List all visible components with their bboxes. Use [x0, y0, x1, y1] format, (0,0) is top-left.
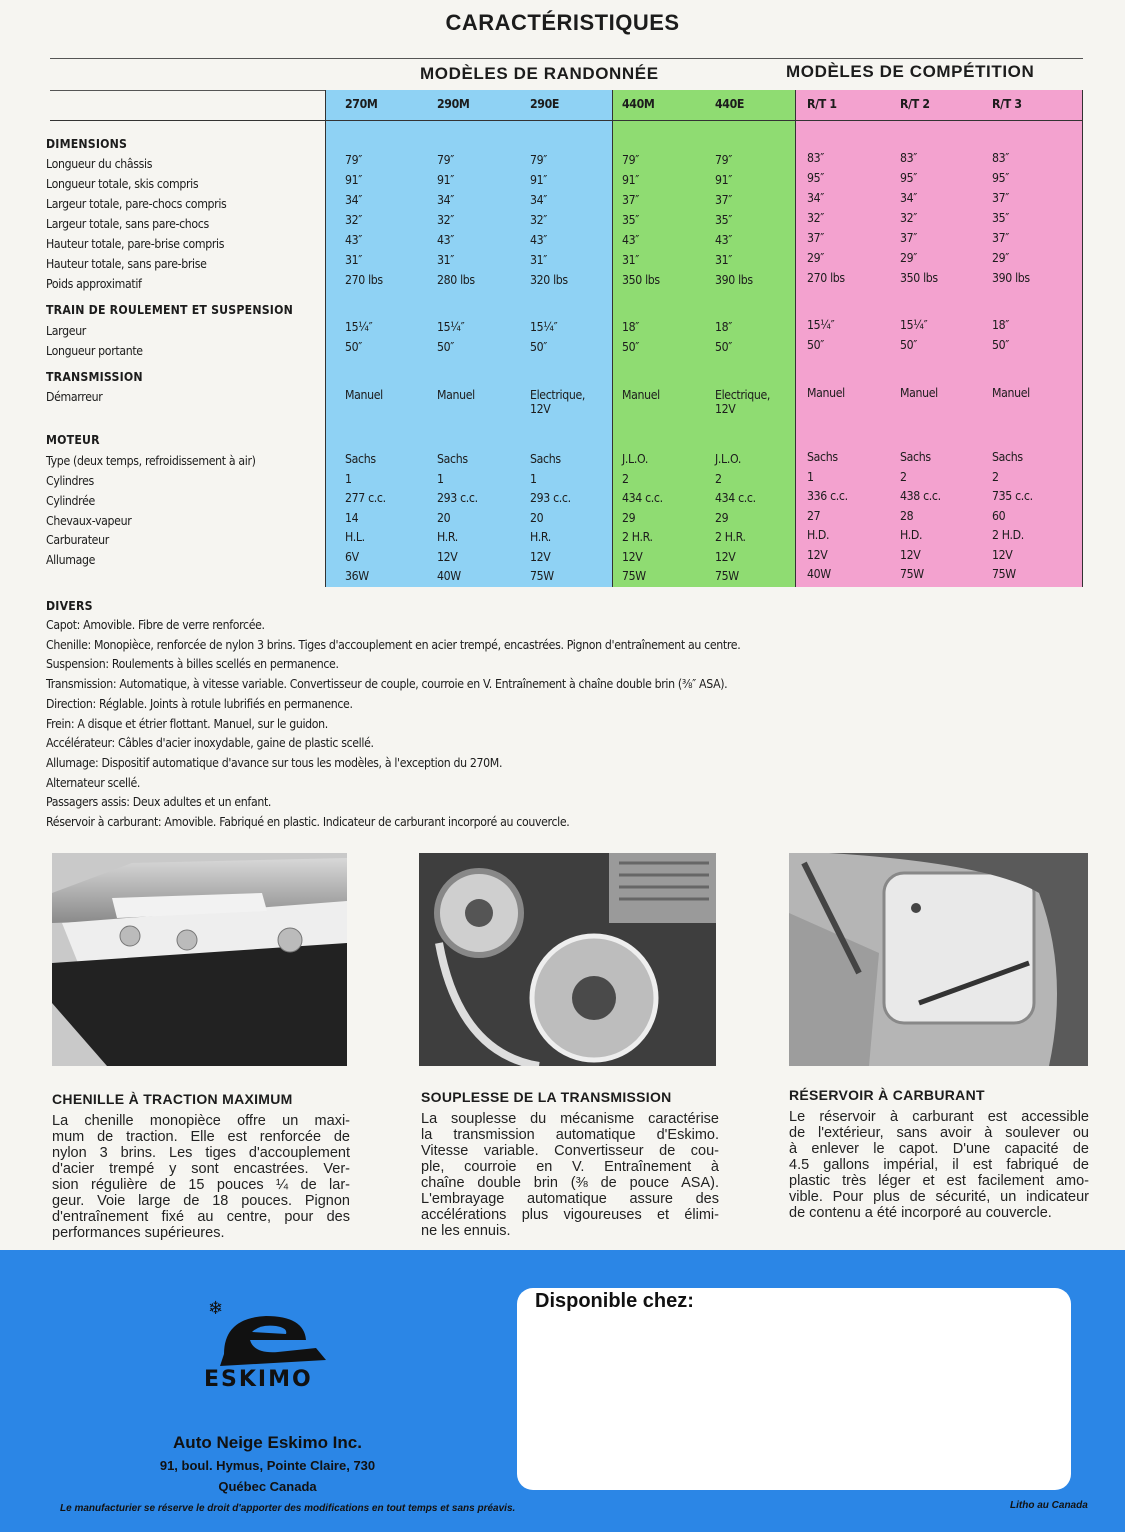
- spec-cell: Manuel: [992, 385, 1030, 400]
- feature-text-line: la transmission automatique d'Eskimo.: [421, 1127, 719, 1143]
- spec-cell: Sachs: [530, 451, 561, 466]
- spec-cell: 320 lbs: [530, 272, 568, 287]
- divers-line: Réservoir à carburant: Amovible. Fabriqué en plastic. Indicateur de carburant incorporé au couvercle.: [46, 814, 570, 829]
- spec-cell: Sachs: [437, 451, 468, 466]
- spec-cell: H.L.: [345, 529, 365, 544]
- row-label: Hauteur totale, pare-brise compris: [46, 236, 225, 251]
- spec-cell: Sachs: [900, 449, 931, 464]
- spec-cell: 83″: [900, 150, 918, 165]
- feature-text-line: chaîne double brin (⅜ de pouce ASA).: [421, 1175, 719, 1191]
- spec-cell: 27: [807, 508, 821, 523]
- feature-text-line: de contenu a été incorporé au couvercle.: [789, 1205, 1052, 1221]
- spec-cell: 91″: [437, 172, 455, 187]
- spec-cell: 75W: [715, 568, 739, 583]
- spec-cell: Electrique,: [715, 387, 771, 402]
- spec-cell: 2: [900, 469, 907, 484]
- spec-cell: 20: [530, 510, 544, 525]
- spec-cell: 75W: [622, 568, 646, 583]
- spec-cell: 40W: [437, 568, 461, 583]
- spec-cell: 50″: [715, 339, 733, 354]
- spec-cell: Manuel: [345, 387, 383, 402]
- spec-cell: 434 c.c.: [622, 490, 663, 505]
- column-divider: [325, 90, 326, 587]
- spec-cell: 15¼″: [807, 317, 835, 332]
- spec-cell: 75W: [530, 568, 554, 583]
- row-label: Longueur du châssis: [46, 156, 153, 171]
- spec-cell: 37″: [807, 230, 825, 245]
- spec-cell: J.L.O.: [715, 451, 741, 466]
- spec-cell: 12V: [900, 547, 921, 562]
- spec-cell: 336 c.c.: [807, 488, 848, 503]
- spec-cell: 32″: [345, 212, 363, 227]
- spec-cell: 12V: [622, 549, 643, 564]
- spec-cell: H.D.: [807, 527, 830, 542]
- spec-cell: 31″: [715, 252, 733, 267]
- spec-cell: 79″: [437, 152, 455, 167]
- group-competition-heading: MODÈLES DE COMPÉTITION: [786, 62, 1035, 81]
- spec-cell: 43″: [622, 232, 640, 247]
- row-label: Chevaux-vapeur: [46, 513, 132, 528]
- spec-cell: 2: [622, 471, 629, 486]
- divers-line: Transmission: Automatique, à vitesse variable. Convertisseur de couple, courroie en V. Entraînement à chaîne double brin (⅜″ ASA).: [46, 676, 728, 692]
- spec-cell: 79″: [622, 152, 640, 167]
- spec-cell: 735 c.c.: [992, 488, 1033, 503]
- spec-cell: 50″: [437, 339, 455, 354]
- column-divider: [612, 90, 613, 587]
- model-header: 440M: [622, 96, 655, 111]
- spec-cell: 438 c.c.: [900, 488, 941, 503]
- spec-cell: 31″: [622, 252, 640, 267]
- touring-panel-blue: [325, 90, 612, 587]
- spec-cell: 34″: [530, 192, 548, 207]
- spec-cell: 50″: [807, 337, 825, 352]
- spec-cell: 37″: [900, 230, 918, 245]
- spec-cell: H.R.: [437, 529, 458, 544]
- row-label: Type (deux temps, refroidissement à air): [46, 453, 256, 468]
- spec-cell: 270 lbs: [345, 272, 383, 287]
- feature-text-line: L'embrayage automatique assure des: [421, 1191, 719, 1207]
- spec-cell: 15¼″: [900, 317, 928, 332]
- spec-cell: J.L.O.: [622, 451, 648, 466]
- spec-cell: 12V: [437, 549, 458, 564]
- spec-cell: 36W: [345, 568, 369, 583]
- spec-cell: 79″: [530, 152, 548, 167]
- row-label: Hauteur totale, sans pare-brise: [46, 256, 207, 271]
- spec-cell: 37″: [992, 230, 1010, 245]
- track-photo: [52, 853, 347, 1066]
- spec-cell: 293 c.c.: [530, 490, 571, 505]
- spec-cell: 29″: [807, 250, 825, 265]
- spec-cell: 32″: [807, 210, 825, 225]
- spec-cell: 12V: [807, 547, 828, 562]
- spec-cell: H.R.: [530, 529, 551, 544]
- spec-cell: 79″: [345, 152, 363, 167]
- spec-cell: 43″: [715, 232, 733, 247]
- spec-cell: 18″: [715, 319, 733, 334]
- spec-cell: 50″: [900, 337, 918, 352]
- feature-text-line: de l'extérieur, sans avoir à soulever ou: [789, 1125, 1089, 1141]
- spec-cell: 35″: [715, 212, 733, 227]
- spec-cell: Electrique,: [530, 387, 586, 402]
- feature-text-line: sion régulière de 15 pouces ¼ de lar-: [52, 1177, 350, 1193]
- divers-line: Accélérateur: Câbles d'acier inoxydable, gaine de plastic scellé.: [46, 735, 374, 751]
- feature-text-line: 4.5 gallons impérial, il est fabriqué de: [789, 1157, 1089, 1173]
- divers-line: Direction: Réglable. Joints à rotule lubrifiés en permanence.: [46, 695, 353, 711]
- spec-cell: Sachs: [345, 451, 376, 466]
- engine-transmission-image: [419, 853, 716, 1066]
- spec-cell: 40W: [807, 566, 831, 581]
- fuel-tank-image: [789, 853, 1088, 1066]
- row-label: Carburateur: [46, 532, 109, 547]
- spec-cell: 12V: [530, 401, 551, 416]
- group-touring-heading: MODÈLES DE RANDONNÉE: [420, 64, 659, 83]
- row-label: Largeur totale, sans pare-chocs: [46, 216, 209, 231]
- spec-cell: 6V: [345, 549, 359, 564]
- feature-text-line: performances supérieures.: [52, 1225, 225, 1241]
- column-divider: [1082, 90, 1083, 587]
- spec-cell: 390 lbs: [992, 270, 1030, 285]
- spec-cell: 43″: [437, 232, 455, 247]
- spec-cell: 95″: [992, 170, 1010, 185]
- section-moteur: MOTEUR: [46, 432, 100, 447]
- spec-cell: 43″: [530, 232, 548, 247]
- header-bottom-rule: [50, 120, 1083, 121]
- divers-line: Suspension: Roulements à billes scellés en permanence.: [46, 656, 339, 672]
- spec-cell: 91″: [345, 172, 363, 187]
- spec-cell: 350 lbs: [622, 272, 660, 287]
- eskimo-logo-icon: [200, 1296, 335, 1391]
- spec-cell: 277 c.c.: [345, 490, 386, 505]
- divers-line: Passagers assis: Deux adultes et un enfant.: [46, 794, 272, 810]
- eskimo-logo: [200, 1296, 335, 1396]
- spec-cell: 29: [622, 510, 636, 525]
- spec-cell: 20: [437, 510, 451, 525]
- row-label: Longueur portante: [46, 343, 143, 358]
- spec-cell: 12V: [715, 549, 736, 564]
- spec-cell: 50″: [530, 339, 548, 354]
- spec-cell: 34″: [345, 192, 363, 207]
- row-label: Longueur totale, skis compris: [46, 176, 199, 191]
- section-transmission: TRANSMISSION: [46, 369, 143, 384]
- row-label: Allumage: [46, 552, 96, 567]
- spec-cell: 15¼″: [437, 319, 465, 334]
- feature-heading: RÉSERVOIR À CARBURANT: [789, 1087, 985, 1103]
- spec-cell: 29″: [900, 250, 918, 265]
- company-name: Auto Neige Eskimo Inc.: [173, 1433, 362, 1452]
- model-header: R/T 2: [900, 96, 930, 111]
- spec-cell: Sachs: [807, 449, 838, 464]
- spec-cell: 28: [900, 508, 914, 523]
- spec-cell: H.D.: [900, 527, 923, 542]
- spec-cell: 75W: [992, 566, 1016, 581]
- feature-text-line: La chenille monopièce offre un maxi-: [52, 1113, 350, 1129]
- spec-cell: 29″: [992, 250, 1010, 265]
- spec-cell: 12V: [715, 401, 736, 416]
- spec-cell: 280 lbs: [437, 272, 475, 287]
- feature-text-line: geur. Voie large de 18 pouces. Pignon: [52, 1193, 350, 1209]
- section-train: TRAIN DE ROULEMENT ET SUSPENSION: [46, 302, 293, 317]
- dealer-box: [517, 1288, 1071, 1490]
- spec-cell: 2: [715, 471, 722, 486]
- spec-cell: 43″: [345, 232, 363, 247]
- column-divider: [795, 90, 796, 587]
- divers-line: Frein: A disque et étrier flottant. Manuel, sur le guidon.: [46, 715, 328, 731]
- spec-cell: 12V: [992, 547, 1013, 562]
- feature-text-line: d'acier trempé y sont encastrées. Ver-: [52, 1161, 350, 1177]
- spec-cell: 31″: [437, 252, 455, 267]
- page-title: CARACTÉRISTIQUES: [445, 10, 680, 35]
- spec-cell: 15¼″: [530, 319, 558, 334]
- spec-cell: 34″: [437, 192, 455, 207]
- row-label: Cylindrée: [46, 493, 95, 508]
- spec-cell: 91″: [622, 172, 640, 187]
- spec-cell: 75W: [900, 566, 924, 581]
- model-header: 290E: [530, 96, 560, 111]
- feature-text-line: à enlever le capot. D'une capacité de: [789, 1141, 1089, 1157]
- spec-cell: 1: [437, 471, 444, 486]
- touring-panel-green: [612, 90, 795, 587]
- transmission-photo: [419, 853, 716, 1066]
- spec-cell: 83″: [807, 150, 825, 165]
- divers-line: Allumage: Dispositif automatique d'avance sur tous les modèles, à l'exception du 270M.: [46, 754, 503, 770]
- spec-cell: 79″: [715, 152, 733, 167]
- dealer-label: Disponible chez:: [535, 1290, 694, 1312]
- spec-cell: Manuel: [622, 387, 660, 402]
- spec-cell: 95″: [807, 170, 825, 185]
- spec-cell: 50″: [992, 337, 1010, 352]
- spec-cell: 37″: [622, 192, 640, 207]
- model-header: 290M: [437, 96, 470, 111]
- row-label: Largeur: [46, 323, 86, 338]
- model-header: 440E: [715, 96, 745, 111]
- spec-cell: 91″: [715, 172, 733, 187]
- divers-heading: DIVERS: [46, 598, 93, 613]
- feature-text-line: Vitesse variable. Convertisseur de cou-: [421, 1143, 719, 1159]
- feature-text-line: vible. Pour plus de sécurité, un indicateur: [789, 1189, 1089, 1205]
- spec-cell: 31″: [530, 252, 548, 267]
- row-label: Démarreur: [46, 389, 103, 404]
- spec-cell: 434 c.c.: [715, 490, 756, 505]
- litho-note: Litho au Canada: [1010, 1500, 1088, 1511]
- disclaimer: Le manufacturier se réserve le droit d'apporter des modifications en tout temps et sans préavis.: [60, 1503, 516, 1514]
- spec-cell: 29: [715, 510, 729, 525]
- spec-cell: 50″: [345, 339, 363, 354]
- spec-cell: 32″: [900, 210, 918, 225]
- divers-line: Capot: Amovible. Fibre de verre renforcée.: [46, 617, 265, 632]
- spec-cell: 2 H.R.: [622, 529, 653, 544]
- spec-cell: 293 c.c.: [437, 490, 478, 505]
- svg-text:❄: ❄: [208, 1298, 224, 1319]
- spec-cell: 95″: [900, 170, 918, 185]
- model-header: R/T 3: [992, 96, 1022, 111]
- spec-cell: 35″: [992, 210, 1010, 225]
- row-label: Poids approximatif: [46, 276, 142, 291]
- section-dimensions: DIMENSIONS: [46, 136, 128, 151]
- spec-cell: 18″: [622, 319, 640, 334]
- spec-cell: 31″: [345, 252, 363, 267]
- feature-text-line: ne les ennuis.: [421, 1223, 511, 1239]
- feature-heading: SOUPLESSE DE LA TRANSMISSION: [421, 1089, 672, 1105]
- spec-cell: 50″: [622, 339, 640, 354]
- spec-cell: 32″: [530, 212, 548, 227]
- spec-cell: 91″: [530, 172, 548, 187]
- spec-cell: 35″: [622, 212, 640, 227]
- spec-cell: 18″: [992, 317, 1010, 332]
- spec-cell: 270 lbs: [807, 270, 845, 285]
- title-rule: [50, 58, 1083, 59]
- spec-cell: 32″: [437, 212, 455, 227]
- spec-cell: 1: [530, 471, 537, 486]
- eskimo-wordmark: ESKIMO: [204, 1367, 313, 1391]
- feature-text-line: d'entraînement fixé au centre, pour des: [52, 1209, 350, 1225]
- divers-line: Chenille: Monopièce, renforcée de nylon 3 brins. Tiges d'accouplement en acier trempé, encastrées. Pignon d'entraînement au centre.: [46, 636, 741, 652]
- spec-cell: 14: [345, 510, 359, 525]
- spec-cell: Sachs: [992, 449, 1023, 464]
- spec-cell: 34″: [900, 190, 918, 205]
- spec-cell: Manuel: [437, 387, 475, 402]
- spec-cell: 2 H.D.: [992, 527, 1024, 542]
- spec-cell: 83″: [992, 150, 1010, 165]
- fuel-tank-photo: [789, 853, 1088, 1066]
- divers-line: Alternateur scellé.: [46, 774, 141, 790]
- feature-text-line: mum de traction. Elle est renforcée de: [52, 1129, 350, 1145]
- company-address: 91, boul. Hymus, Pointe Claire, 730: [159, 1458, 376, 1473]
- competition-panel-pink: [795, 90, 1083, 587]
- model-header: R/T 1: [807, 96, 837, 111]
- feature-text-line: plastic très léger et est facilement amo-: [789, 1173, 1089, 1189]
- feature-text-line: La souplesse du mécanisme caractérise: [421, 1111, 719, 1127]
- feature-text-line: nylon 3 brins. Les tiges d'accouplement: [52, 1145, 350, 1161]
- spec-cell: 2 H.R.: [715, 529, 746, 544]
- feature-text-line: accélérations plus vigoureuses et élimi-: [421, 1207, 719, 1223]
- spec-cell: 390 lbs: [715, 272, 753, 287]
- company-region: Québec Canada: [218, 1479, 317, 1494]
- spec-cell: Manuel: [900, 385, 938, 400]
- spec-cell: 37″: [715, 192, 733, 207]
- spec-cell: Manuel: [807, 385, 845, 400]
- row-label: Cylindres: [46, 473, 94, 488]
- feature-heading: CHENILLE À TRACTION MAXIMUM: [52, 1091, 293, 1107]
- spec-cell: 15¼″: [345, 319, 373, 334]
- row-label: Largeur totale, pare-chocs compris: [46, 196, 227, 211]
- spec-cell: 60: [992, 508, 1006, 523]
- spec-cell: 1: [807, 469, 814, 484]
- spec-cell: 12V: [530, 549, 551, 564]
- spec-cell: 34″: [807, 190, 825, 205]
- snowmobile-track-image: [52, 853, 347, 1066]
- spec-cell: 2: [992, 469, 999, 484]
- feature-text-line: Le réservoir à carburant est accessible: [789, 1109, 1089, 1125]
- model-header: 270M: [345, 96, 378, 111]
- feature-text-line: ple, courroie en V. Entraînement à: [421, 1159, 719, 1175]
- spec-cell: 1: [345, 471, 352, 486]
- spec-cell: 37″: [992, 190, 1010, 205]
- spec-cell: 350 lbs: [900, 270, 938, 285]
